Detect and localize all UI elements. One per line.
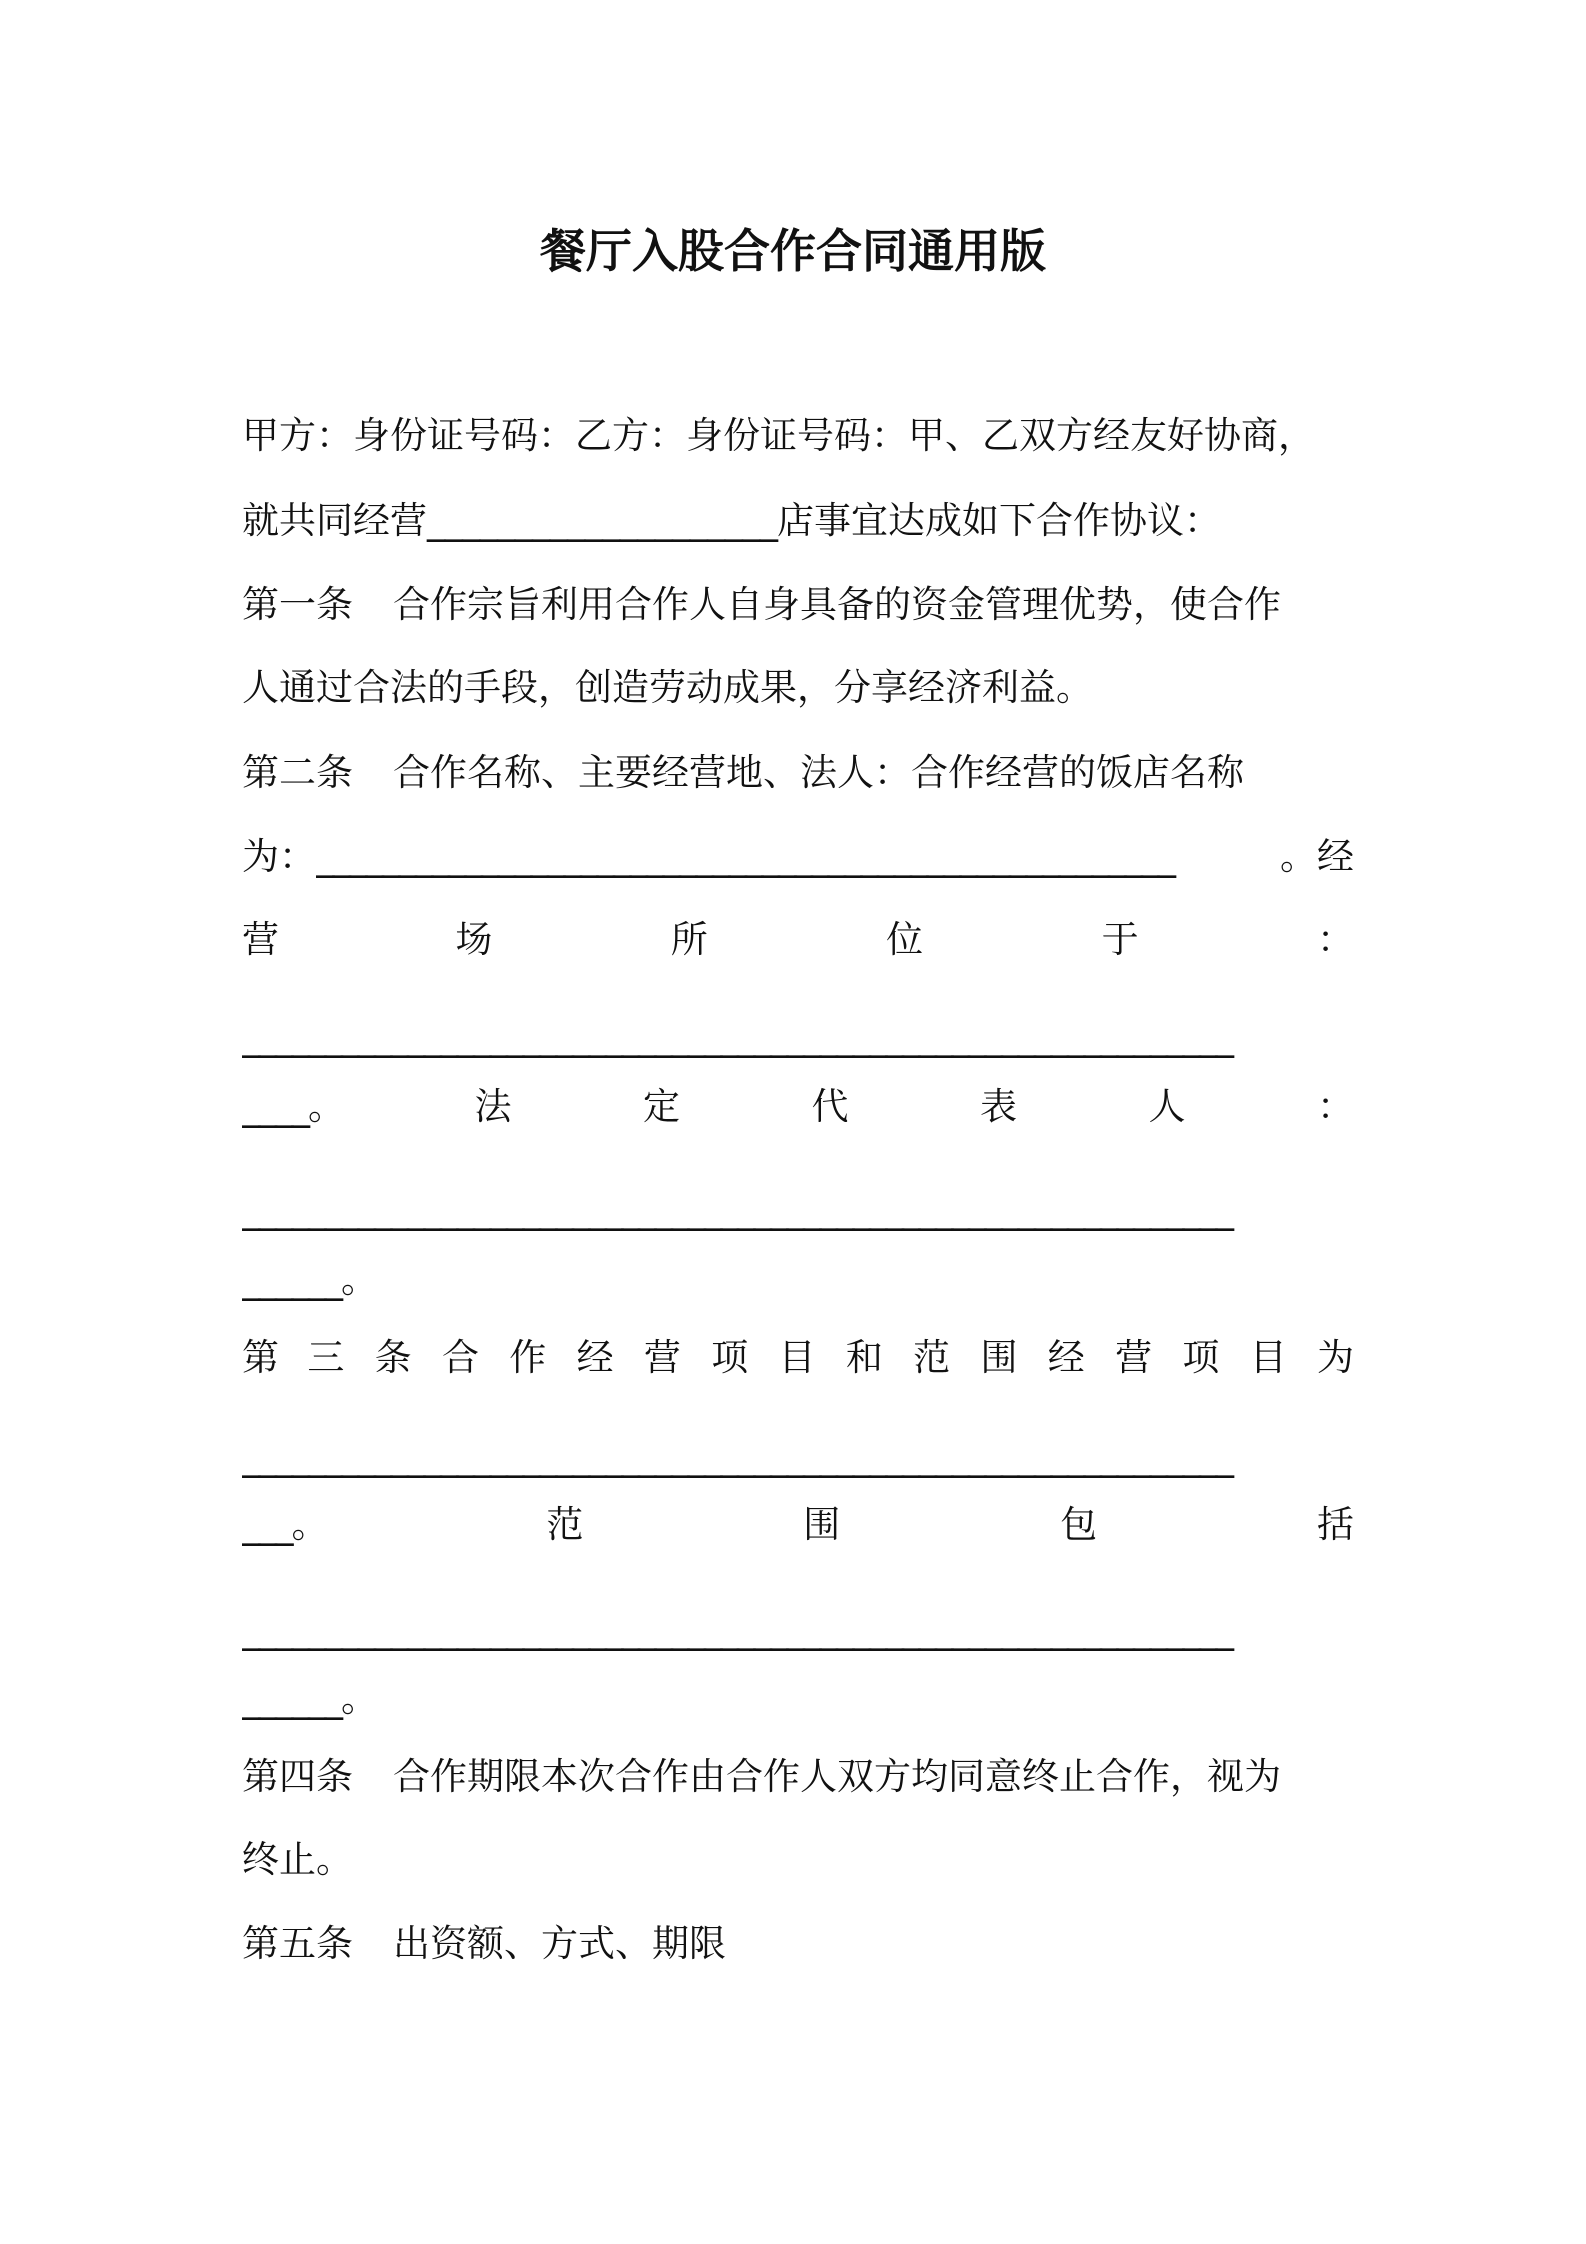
spread-char: 营 — [643, 1336, 681, 1379]
spread-char: 营 — [242, 918, 277, 961]
text: 终止。 — [242, 1838, 353, 1881]
spread-char: 范 — [913, 1336, 951, 1379]
spread-char: 范 — [546, 1503, 584, 1546]
spread-char: 项 — [711, 1336, 749, 1379]
spread-char: 经 — [1047, 1336, 1085, 1379]
spread-char: 于 — [1101, 918, 1139, 961]
article-3-line — [242, 1328, 1354, 1388]
spread-char: 法 — [474, 1085, 512, 1128]
spread-char: 代 — [811, 1085, 849, 1128]
spread-char: 表 — [980, 1085, 1017, 1128]
spread-char: 第 — [242, 1336, 277, 1379]
location-blank-line — [242, 1007, 1354, 1067]
spread-char: ___。 — [242, 1503, 327, 1546]
spread-char: 围 — [980, 1336, 1018, 1379]
article-2-name-line — [242, 827, 1354, 887]
spread-char: 括 — [1317, 1503, 1354, 1546]
party-line — [242, 406, 1354, 466]
spread-char: 人 — [1148, 1085, 1186, 1128]
scope-end-line — [242, 1669, 1354, 1729]
text: 店事宜达成如下合作协议： — [777, 499, 1221, 542]
article-2-line — [242, 743, 1354, 803]
spread-char: 围 — [803, 1503, 841, 1546]
text: ______。 — [242, 1258, 376, 1301]
spread-char: ____。 — [242, 1085, 343, 1128]
spread-char: 位 — [886, 918, 924, 961]
text: 出资额、方式、期限 — [393, 1922, 726, 1965]
legal-rep-line — [242, 1077, 1354, 1137]
scope-blank-line — [242, 1600, 1354, 1660]
spread-char: 条 — [374, 1336, 412, 1379]
spread-char: 为 — [1317, 1336, 1354, 1379]
spread-char: ： — [1317, 1085, 1354, 1128]
article-4-cont — [242, 1830, 1354, 1890]
article-number: 第一条 — [242, 583, 353, 626]
spread-char: 作 — [509, 1336, 547, 1379]
legal-rep-end-line — [242, 1250, 1354, 1310]
article-number: 第二条 — [242, 751, 353, 794]
article-1-line — [242, 575, 1354, 635]
spread-char: 经 — [576, 1336, 614, 1379]
spread-char: 合 — [441, 1336, 479, 1379]
legal-rep-blank[interactable]: ____________________________________________________________ — [242, 1188, 1232, 1231]
project-blank-line — [242, 1427, 1354, 1487]
store-name-blank[interactable]: ____________________ — [427, 499, 777, 542]
spread-char: 目 — [1249, 1336, 1287, 1379]
article-5-line — [242, 1914, 1354, 1974]
text: 人通过合法的手段，创造劳动成果，分享经济利益。 — [242, 666, 1093, 709]
scope-line — [242, 1495, 1354, 1555]
text: 合作宗旨利用合作人自身具备的资金管理优势，使合作 — [393, 583, 1281, 626]
spread-char: 场 — [455, 918, 493, 961]
text: 合作名称、主要经营地、法人：合作经营的饭店名称 — [393, 751, 1244, 794]
spread-char: 包 — [1060, 1503, 1098, 1546]
text: 合作期限本次合作由合作人双方均同意终止合作，视为 — [393, 1755, 1281, 1798]
article-number: 第四条 — [242, 1755, 353, 1798]
article-1-cont — [242, 658, 1354, 718]
spread-char: ： — [1316, 918, 1354, 961]
intro-line — [242, 491, 1354, 551]
text: 就共同经营 — [242, 499, 427, 542]
spread-char: 定 — [643, 1085, 680, 1128]
restaurant-name-blank[interactable]: ____________________________________________________ — [316, 835, 1174, 878]
text: ______。 — [242, 1677, 376, 1720]
legal-rep-blank-line — [242, 1180, 1354, 1240]
spread-char: 目 — [778, 1336, 816, 1379]
document-title: 餐厅入股合作合同通用版 — [540, 224, 1046, 278]
text: 甲方：身份证号码：乙方：身份证号码：甲、乙双方经友好协商， — [242, 414, 1315, 457]
scope-blank[interactable]: ____________________________________________________________ — [242, 1608, 1232, 1651]
location-blank[interactable]: ____________________________________________________________ — [242, 1015, 1232, 1058]
article-number: 第五条 — [242, 1922, 353, 1965]
location-line — [242, 910, 1354, 970]
spread-char: 项 — [1182, 1336, 1220, 1379]
text: 。经 — [1280, 835, 1354, 878]
spread-char: 营 — [1115, 1336, 1153, 1379]
spread-char: 所 — [670, 918, 708, 961]
spread-char: 和 — [845, 1336, 883, 1379]
spread-char: 三 — [307, 1336, 345, 1379]
text: 为： — [242, 835, 316, 878]
article-4-line — [242, 1747, 1354, 1807]
project-blank[interactable]: ____________________________________________________________ — [242, 1435, 1232, 1478]
